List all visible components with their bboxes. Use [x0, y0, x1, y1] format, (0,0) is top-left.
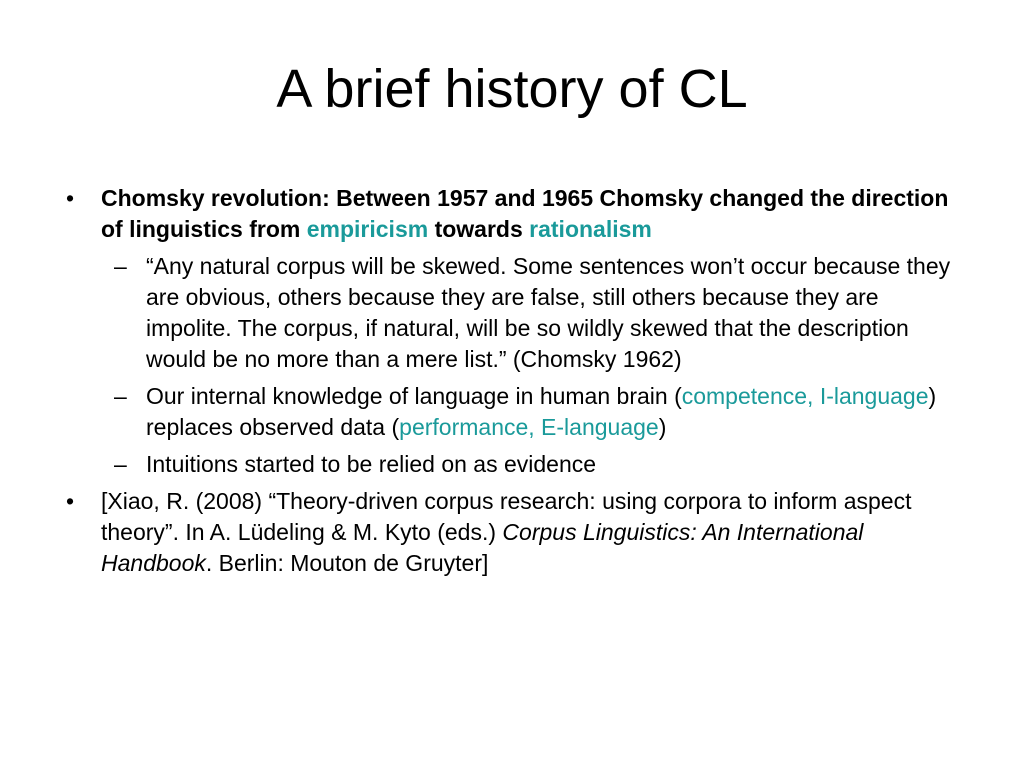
term-rationalism: rationalism	[529, 216, 652, 242]
term-competence: competence, I-language	[681, 383, 929, 409]
subbullet-text: Our internal knowledge of language in human brain (	[146, 383, 682, 409]
bullet-marker: •	[66, 488, 75, 514]
dash-marker: –	[114, 451, 127, 477]
subbullet-intuitions	[66, 449, 966, 480]
subbullet-text-end: )	[658, 414, 667, 440]
slide-title: A brief history of CL	[276, 59, 748, 119]
reference-text: [Xiao, R. (2008) “Theory-driven corpus research: using corpora to inform aspect theory”. In A. Lüdeling & M. Kyto (eds.)	[101, 488, 912, 545]
bullet-marker: •	[66, 185, 75, 211]
dash-marker: –	[114, 383, 127, 409]
term-empiricism: empiricism	[306, 216, 429, 242]
subbullet-chomsky-quote	[66, 251, 966, 375]
bullet-chomsky-revolution	[66, 183, 966, 245]
dash-marker: –	[114, 253, 127, 279]
bullet-text-towards: towards	[428, 216, 530, 242]
slide-content	[66, 183, 966, 579]
subbullet-text: Intuitions started to be relied on as evidence	[146, 451, 597, 477]
subbullet-internal-knowledge	[66, 381, 966, 443]
bullet-text: Chomsky revolution: Between 1957 and 1965 Chomsky changed the direction of linguistics from	[101, 185, 949, 242]
quote-text: “Any natural corpus will be skewed. Some sentences won’t occur because they are obvious, others because they are false, still others because they are impolite. The corpus, if natural, will be so wildly skewed that the description would be no more than a mere list.” (Chomsky 1962)	[146, 253, 951, 372]
term-performance: performance, E-language	[399, 414, 659, 440]
subbullet-text-mid: ) replaces observed data (	[146, 383, 937, 440]
reference-book-title: Corpus Linguistics: An International Handbook	[101, 519, 864, 576]
bullet-reference	[66, 486, 966, 579]
reference-publisher: . Berlin: Mouton de Gruyter]	[205, 550, 489, 576]
